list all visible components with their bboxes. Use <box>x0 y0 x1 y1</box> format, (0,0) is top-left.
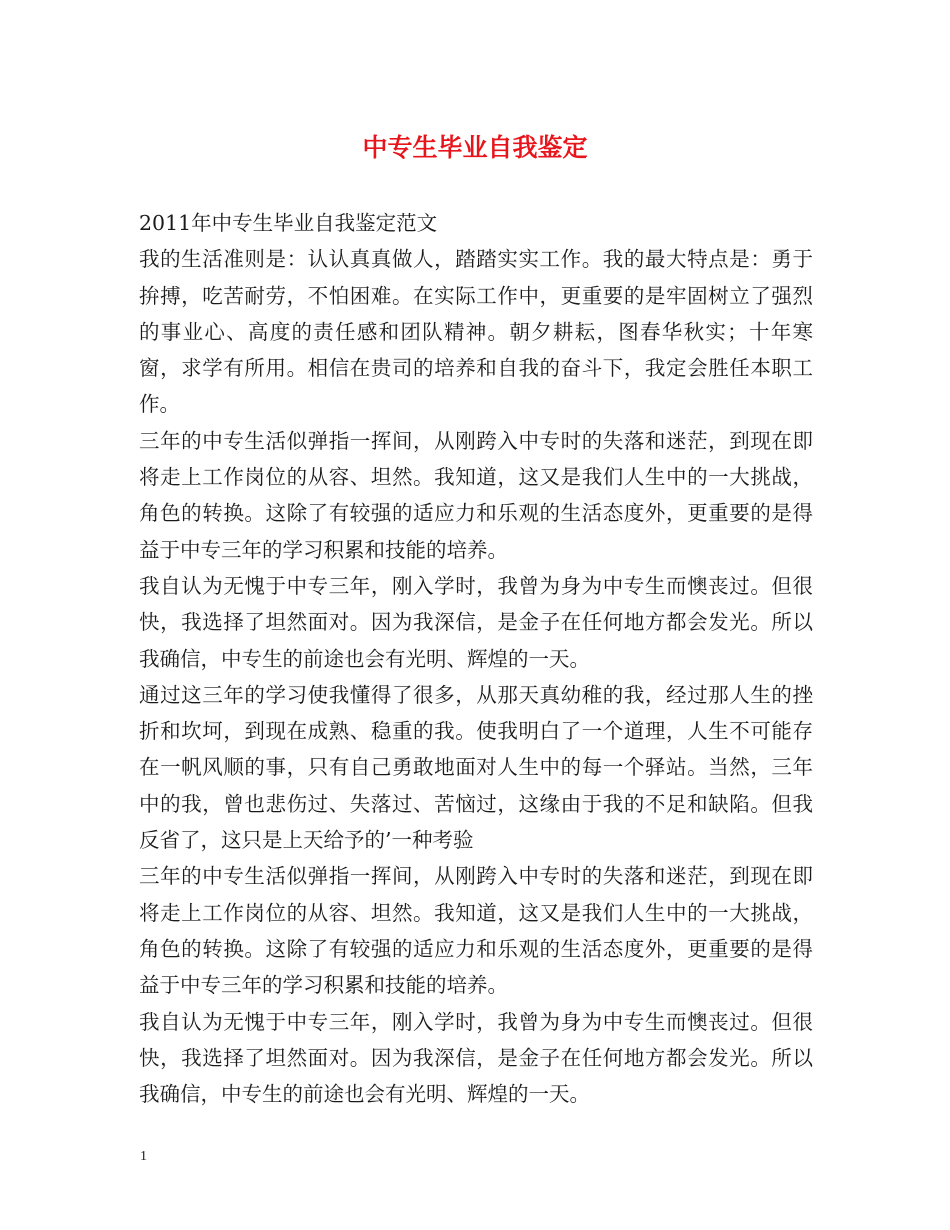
subtitle-paragraph: 2011年中专生毕业自我鉴定范文 <box>139 211 438 235</box>
document-body <box>139 205 813 1112</box>
document-title: 中专生毕业自我鉴定 <box>362 133 588 162</box>
body-paragraph: 我自认为无愧于中专三年，刚入学时，我曾为身为中专生而懊丧过。但很快，我选择了坦然面对。因为我深信，是金子在任何地方都会发光。所以我确信，中专生的前途也会有光明、辉煌的一天。 <box>139 1009 813 1107</box>
page-number: 1 <box>140 1149 147 1164</box>
body-paragraph: 我的生活准则是：认认真真做人，踏踏实实工作。我的最大特点是：勇于拚搏，吃苦耐劳，不怕困难。在实际工作中，更重要的是牢固树立了强烈的事业心、高度的责任感和团队精神。朝夕耕耘，图春华秋实；十年寒窗，求学有所用。相信在贵司的培养和自我的奋斗下，我定会胜任本职工作。 <box>139 247 813 417</box>
body-paragraph: 我自认为无愧于中专三年，刚入学时，我曾为身为中专生而懊丧过。但很快，我选择了坦然面对。因为我深信，是金子在任何地方都会发光。所以我确信，中专生的前途也会有光明、辉煌的一天。 <box>139 573 813 671</box>
body-paragraph: 三年的中专生活似弹指一挥间，从刚跨入中专时的失落和迷茫，到现在即将走上工作岗位的从容、坦然。我知道，这又是我们人生中的一大挑战，角色的转换。这除了有较强的适应力和乐观的生活态度外，更重要的是得益于中专三年的学习积累和技能的培养。 <box>139 864 813 998</box>
body-paragraph: 通过这三年的学习使我懂得了很多，从那天真幼稚的我，经过那人生的挫折和坎坷，到现在成熟、稳重的我。使我明白了一个道理，人生不可能存在一帆风顺的事，只有自己勇敢地面对人生中的每一个驿站。当然，三年中的我，曾也悲伤过、失落过、苦恼过，这缘由于我的不足和缺陷。但我反省了，这只是上天给予的’一种考验 <box>139 682 813 853</box>
body-paragraph: 三年的中专生活似弹指一挥间，从刚跨入中专时的失落和迷茫，到现在即将走上工作岗位的从容、坦然。我知道，这又是我们人生中的一大挑战，角色的转换。这除了有较强的适应力和乐观的生活态度外，更重要的是得益于中专三年的学习积累和技能的培养。 <box>139 428 813 562</box>
